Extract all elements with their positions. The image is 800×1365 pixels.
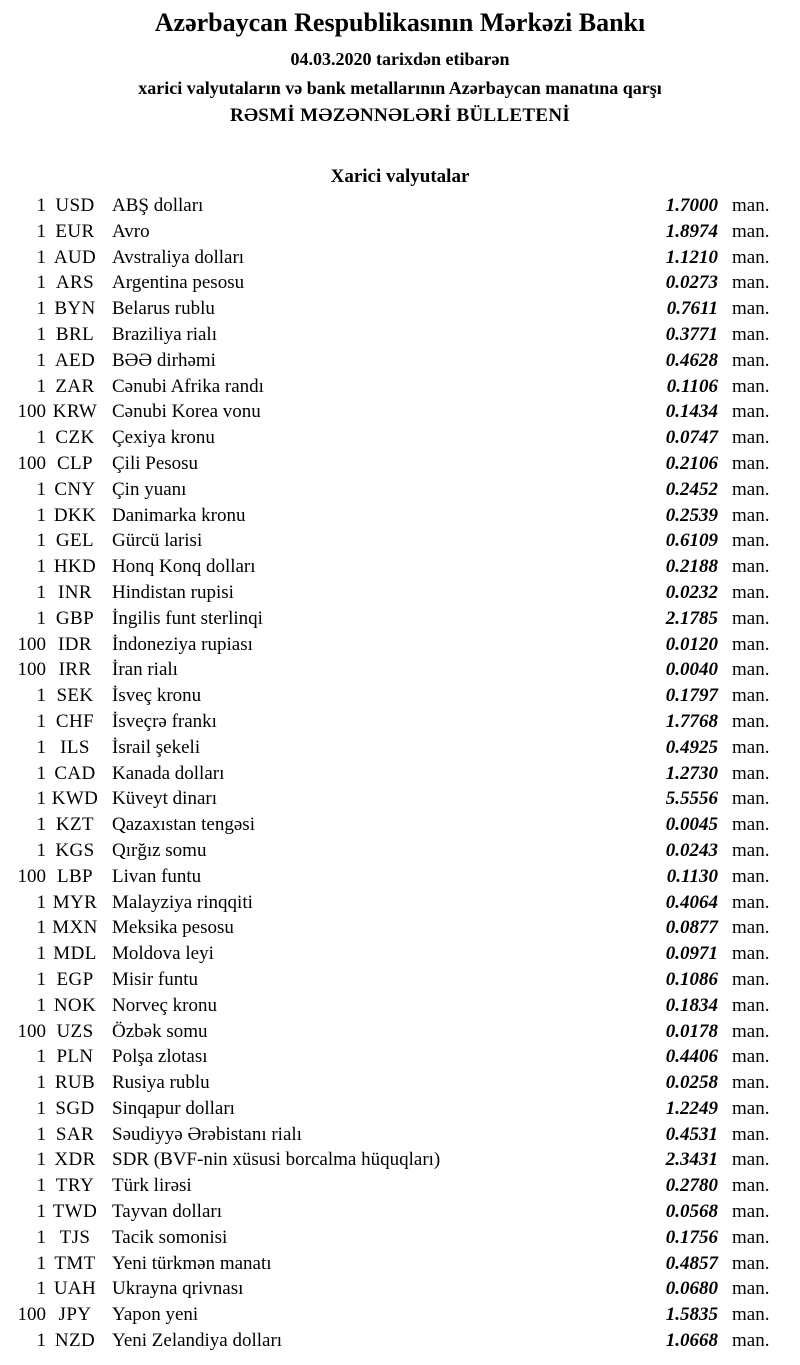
currency-code-cell: PLN [56,1046,94,1068]
currency-name-cell: Çili Pesosu [112,452,199,474]
currency-code-cell: MXN [52,917,98,939]
quantity-cell: 1 [36,427,46,449]
currency-code-cell: UAH [53,1278,97,1300]
currency-name-cell: Küveyt dinarı [112,788,218,810]
currency-name-cell: Qırğız somu [112,839,207,861]
table-row [6,735,770,761]
unit-cell: man. [732,994,770,1016]
quantity-cell: 1 [36,891,46,913]
currency-code-cell: GBP [55,607,95,629]
table-row [6,193,770,219]
quantity-cell: 100 [17,659,46,681]
quantity-cell: 1 [36,607,46,629]
currency-code-cell: TJS [59,1226,91,1248]
table-row [6,606,770,632]
bulletin-title: RƏSMİ MƏZƏNNƏLƏRİ BÜLLETENİ [229,105,571,126]
currency-code-cell: IRR [58,659,92,681]
rate-cell: 0.0120 [665,633,718,655]
quantity-cell: 100 [17,865,46,887]
rate-cell: 1.8974 [665,220,718,242]
bulletin-header [0,6,800,128]
bank-title: Azərbaycan Respublikasının Mərkəzi Bankı [154,8,646,37]
quantity-cell: 1 [36,788,46,810]
unit-cell: man. [732,736,770,758]
table-row [6,915,770,941]
currency-code-cell: CZK [55,427,95,449]
table-row [6,374,770,400]
currency-code-cell: CAD [54,762,96,784]
table-row [6,528,770,554]
currency-name-cell: Tacik somonisi [112,1226,228,1248]
unit-cell: man. [732,659,770,681]
currency-name-cell: Sinqapur dolları [112,1097,235,1119]
rate-cell: 0.2539 [665,504,718,526]
quantity-cell: 1 [36,349,46,371]
currency-name-cell: İsveçrə frankı [112,710,217,732]
quantity-cell: 100 [17,633,46,655]
quantity-cell: 1 [36,685,46,707]
quantity-cell: 1 [36,375,46,397]
quantity-cell: 100 [17,1020,46,1042]
rate-cell: 0.7611 [666,298,718,320]
rate-cell: 0.3771 [665,323,718,345]
table-row [6,1276,770,1302]
currency-code-cell: TRY [55,1175,95,1197]
quantity-cell: 1 [36,762,46,784]
currency-name-cell: Livan funtu [112,865,202,887]
table-row [6,812,770,838]
quantity-cell: 1 [36,220,46,242]
table-row [6,348,770,374]
table-row [6,1019,770,1045]
table-row [6,1173,770,1199]
quantity-cell: 1 [36,968,46,990]
quantity-cell: 1 [36,1123,46,1145]
currency-code-cell: HKD [53,556,97,578]
table-row [6,941,770,967]
rate-cell: 1.7000 [665,195,718,216]
currency-name-cell: ABŞ dolları [112,195,204,216]
rate-cell: 0.4628 [665,349,718,371]
table-row [6,967,770,993]
table-row [6,245,770,271]
unit-cell: man. [732,452,770,474]
rate-cell: 0.0680 [665,1278,718,1300]
rate-cell: 0.2106 [665,452,718,474]
unit-cell: man. [732,1097,770,1119]
quantity-cell: 1 [36,246,46,268]
rate-cell: 0.0232 [665,581,718,603]
currency-code-cell: BRL [55,323,95,345]
unit-cell: man. [732,1278,770,1300]
quantity-cell: 1 [36,556,46,578]
currency-name-cell: Argentina pesosu [112,272,245,294]
table-row [6,580,770,606]
quantity-cell: 100 [17,1304,46,1326]
currency-code-cell: KGS [55,839,95,861]
currency-name-cell: İsrail şekeli [112,736,201,758]
rate-cell: 2.3431 [665,1149,718,1171]
section-title-foreign-currencies: Xarici valyutalar [330,166,470,187]
table-row [6,322,770,348]
quantity-cell: 1 [36,1149,46,1171]
unit-cell: man. [732,968,770,990]
currency-name-cell: İsveç kronu [112,685,202,707]
unit-cell: man. [732,1304,770,1326]
currency-name-cell: Çin yuanı [112,478,187,500]
unit-cell: man. [732,865,770,887]
subject-line: xarici valyutaların və bank metallarının Azərbaycan manatına qarşı [138,78,662,98]
unit-cell: man. [732,581,770,603]
rate-cell: 0.1086 [665,968,718,990]
currency-name-cell: Cənubi Korea vonu [112,401,261,423]
currency-code-cell: ARS [55,272,95,294]
quantity-cell: 1 [36,1226,46,1248]
currency-code-cell: LBP [56,865,94,887]
quantity-cell: 1 [36,298,46,320]
currency-name-cell: Ukrayna qrivnası [112,1278,244,1300]
currency-name-cell: Cənubi Afrika randı [112,375,264,397]
rate-cell: 0.0243 [665,839,718,861]
currency-code-cell: UZS [56,1020,94,1042]
unit-cell: man. [732,220,770,242]
currency-name-cell: Danimarka kronu [112,504,246,526]
unit-cell: man. [732,401,770,423]
unit-cell: man. [732,1201,770,1223]
table-row [6,1122,770,1148]
rate-cell: 1.1210 [665,246,718,268]
quantity-cell: 100 [17,452,46,474]
unit-cell: man. [732,504,770,526]
currency-name-cell: Honq Konq dolları [112,556,256,578]
table-row [6,399,770,425]
rate-cell: 0.0045 [665,814,718,836]
unit-cell: man. [732,1252,770,1274]
table-row [6,270,770,296]
unit-cell: man. [732,1072,770,1094]
rate-cell: 0.4531 [665,1123,718,1145]
unit-cell: man. [732,1046,770,1068]
currency-name-cell: Moldova leyi [112,943,214,965]
table-row [6,503,770,529]
unit-cell: man. [732,478,770,500]
table-row [6,451,770,477]
table-row [6,709,770,735]
unit-cell: man. [732,246,770,268]
rate-cell: 5.5556 [665,788,718,810]
currency-name-cell: Yapon yeni [112,1304,199,1326]
rate-cell: 0.1106 [666,375,718,397]
unit-cell: man. [732,762,770,784]
currency-code-cell: CHF [55,710,95,732]
table-row [6,1328,770,1354]
rate-cell: 0.0568 [665,1201,718,1223]
currency-code-cell: CLP [56,452,94,474]
unit-cell: man. [732,814,770,836]
currency-code-cell: ZAR [55,375,95,397]
rate-cell: 0.0273 [665,272,718,294]
currency-name-cell: Hindistan rupisi [112,581,234,603]
currency-name-cell: Türk lirəsi [112,1175,192,1197]
unit-cell: man. [732,917,770,939]
rate-cell: 0.0747 [665,427,718,449]
table-row [6,993,770,1019]
currency-name-cell: İngilis funt sterlinqi [112,607,263,629]
table-row [6,554,770,580]
quantity-cell: 1 [36,478,46,500]
unit-cell: man. [732,375,770,397]
table-row [6,838,770,864]
unit-cell: man. [732,943,770,965]
rate-cell: 1.0668 [665,1330,718,1352]
rate-cell: 0.0258 [665,1072,718,1094]
currency-name-cell: İran rialı [112,659,178,681]
table-row [6,1044,770,1070]
table-row [6,786,770,812]
rate-cell: 1.7768 [665,710,718,732]
unit-cell: man. [732,556,770,578]
unit-cell: man. [732,710,770,732]
currency-code-cell: JPY [58,1304,92,1326]
rate-cell: 0.1834 [665,994,718,1016]
currency-code-cell: MYR [52,891,98,913]
currency-code-cell: SAR [55,1123,95,1145]
rate-cell: 1.5835 [665,1304,718,1326]
quantity-cell: 1 [36,530,46,552]
rate-cell: 0.0877 [665,917,718,939]
rate-cell: 0.6109 [665,530,718,552]
table-row [6,219,770,245]
quantity-cell: 1 [36,943,46,965]
table-row [6,1199,770,1225]
quantity-cell: 1 [36,1201,46,1223]
rate-cell: 0.1756 [665,1226,718,1248]
table-row [6,296,770,322]
currency-name-cell: Kanada dolları [112,762,225,784]
rate-cell: 0.2452 [665,478,718,500]
currency-code-cell: TWD [52,1201,98,1223]
quantity-cell: 1 [36,1097,46,1119]
table-row [6,683,770,709]
unit-cell: man. [732,298,770,320]
currency-code-cell: CNY [54,478,96,500]
unit-cell: man. [732,349,770,371]
quantity-cell: 1 [36,736,46,758]
currency-code-cell: NZD [54,1330,96,1352]
currency-code-cell: SEK [56,685,94,707]
currency-code-cell: BYN [54,298,96,320]
currency-name-cell: Çexiya kronu [112,427,215,449]
currency-name-cell: Tayvan dolları [112,1201,222,1223]
rate-cell: 0.2188 [665,556,718,578]
rate-cell: 1.2730 [665,762,718,784]
table-row [6,890,770,916]
quantity-cell: 1 [36,1072,46,1094]
unit-cell: man. [732,427,770,449]
unit-cell: man. [732,323,770,345]
rate-cell: 0.4064 [665,891,718,913]
quantity-cell: 1 [36,1278,46,1300]
table-row [6,1070,770,1096]
rates-table [0,193,800,1354]
table-row [6,477,770,503]
table-row [6,1096,770,1122]
effective-date-line: 04.03.2020 tarixdən etibarən [290,49,510,69]
currency-code-cell: XDR [54,1149,96,1171]
rate-cell: 0.0040 [665,659,718,681]
currency-name-cell: Misir funtu [112,968,199,990]
currency-code-cell: AUD [53,246,97,268]
unit-cell: man. [732,633,770,655]
quantity-cell: 1 [36,1175,46,1197]
unit-cell: man. [732,607,770,629]
currency-name-cell: Belarus rublu [112,298,215,320]
quantity-cell: 100 [17,401,46,423]
table-row [6,1147,770,1173]
unit-cell: man. [732,788,770,810]
quantity-cell: 1 [36,839,46,861]
currency-code-cell: KRW [52,401,98,423]
unit-cell: man. [732,839,770,861]
rate-cell: 0.0178 [665,1020,718,1042]
currency-name-cell: SDR (BVF-nin xüsusi borcalma hüquqları) [112,1149,441,1171]
currency-code-cell: KZT [55,814,95,836]
currency-code-cell: KWD [51,788,99,810]
quantity-cell: 1 [36,1252,46,1274]
currency-name-cell: Norveç kronu [112,994,217,1016]
table-row [6,425,770,451]
currency-name-cell: İndoneziya rupiası [112,633,253,655]
currency-code-cell: AED [54,349,96,371]
table-row [6,1302,770,1328]
quantity-cell: 1 [36,272,46,294]
currency-code-cell: DKK [53,504,97,526]
unit-cell: man. [732,1175,770,1197]
currency-name-cell: Braziliya rialı [112,323,217,345]
currency-code-cell: EUR [55,220,95,242]
rate-cell: 0.0971 [665,943,718,965]
table-row [6,1225,770,1251]
unit-cell: man. [732,1123,770,1145]
unit-cell: man. [732,891,770,913]
currency-name-cell: Özbək somu [112,1020,208,1042]
currency-name-cell: Polşa zlotası [112,1046,208,1068]
quantity-cell: 1 [36,581,46,603]
table-row [6,1251,770,1277]
currency-code-cell: SGD [55,1097,95,1119]
quantity-cell: 1 [36,195,46,216]
rate-cell: 0.1434 [665,401,718,423]
currency-name-cell: Meksika pesosu [112,917,234,939]
currency-name-cell: Rusiya rublu [112,1072,210,1094]
quantity-cell: 1 [36,917,46,939]
currency-code-cell: TMT [54,1252,96,1274]
currency-code-cell: RUB [54,1072,96,1094]
quantity-cell: 1 [36,1330,46,1352]
currency-name-cell: Yeni türkmən manatı [112,1252,272,1274]
currency-name-cell: Malayziya rinqqiti [112,891,253,913]
currency-code-cell: IDR [58,633,92,655]
unit-cell: man. [732,530,770,552]
rate-cell: 2.1785 [665,607,718,629]
unit-cell: man. [732,272,770,294]
rate-cell: 0.1130 [666,865,718,887]
unit-cell: man. [732,1330,770,1352]
currency-code-cell: MDL [53,943,97,965]
currency-name-cell: Avstraliya dolları [112,246,245,268]
quantity-cell: 1 [36,1046,46,1068]
currency-code-cell: EGP [56,968,94,990]
currency-code-cell: NOK [53,994,97,1016]
currency-code-cell: GEL [55,530,95,552]
rate-cell: 0.2780 [665,1175,718,1197]
quantity-cell: 1 [36,814,46,836]
unit-cell: man. [732,195,770,216]
currency-name-cell: Avro [112,220,150,242]
rate-cell: 0.4925 [665,736,718,758]
currency-name-cell: Gürcü larisi [112,530,203,552]
currency-code-cell: ILS [60,736,90,758]
table-row [6,761,770,787]
currency-code-cell: USD [55,195,95,216]
currency-name-cell: BƏƏ dirhəmi [112,349,216,371]
table-row [6,657,770,683]
unit-cell: man. [732,1226,770,1248]
currency-name-cell: Qazaxıstan tengəsi [112,814,255,836]
rate-cell: 1.2249 [665,1097,718,1119]
rate-cell: 0.4406 [665,1046,718,1068]
unit-cell: man. [732,1020,770,1042]
unit-cell: man. [732,1149,770,1171]
currency-code-cell: INR [58,581,92,603]
quantity-cell: 1 [36,504,46,526]
table-row [6,864,770,890]
quantity-cell: 1 [36,994,46,1016]
rate-cell: 0.4857 [665,1252,718,1274]
currency-name-cell: Yeni Zelandiya dolları [112,1330,283,1352]
currency-name-cell: Səudiyyə Ərəbistanı rialı [112,1123,302,1145]
rate-cell: 0.1797 [665,685,718,707]
quantity-cell: 1 [36,323,46,345]
table-row [6,632,770,658]
unit-cell: man. [732,685,770,707]
quantity-cell: 1 [36,710,46,732]
